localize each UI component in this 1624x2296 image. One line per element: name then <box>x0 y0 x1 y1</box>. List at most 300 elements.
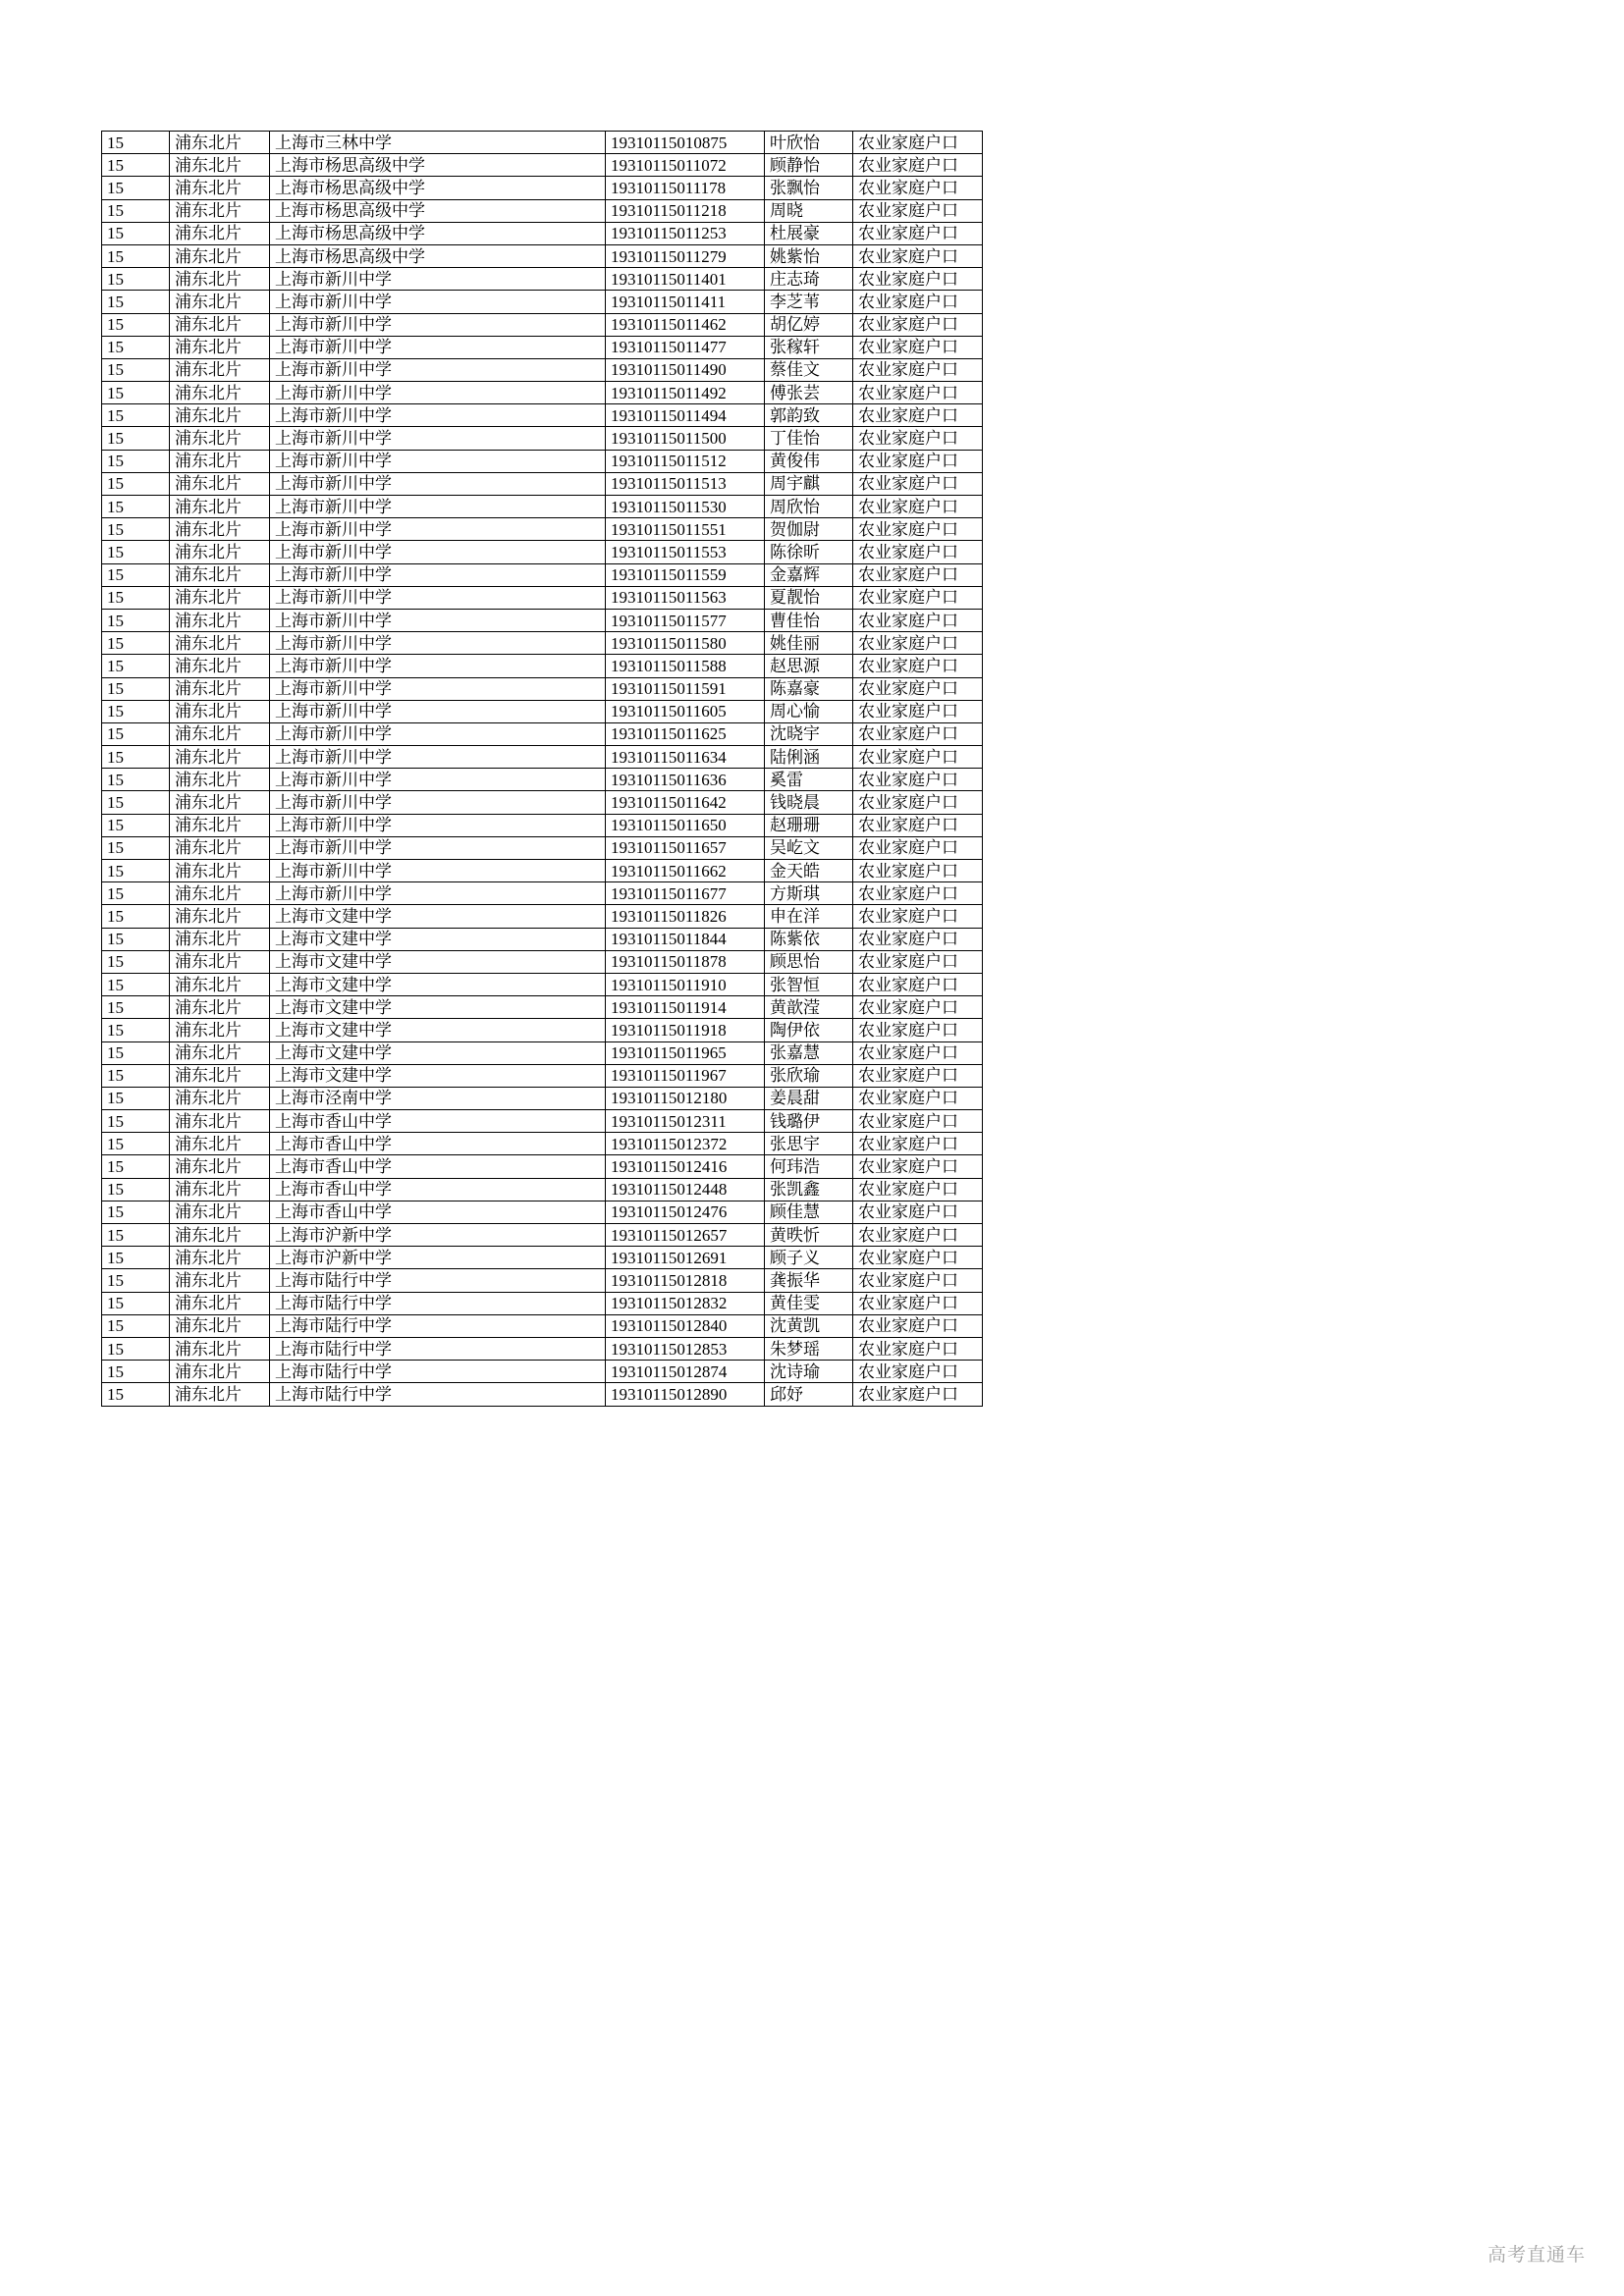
cell-district: 浦东北片 <box>170 1247 270 1269</box>
cell-household: 农业家庭户口 <box>853 404 983 427</box>
cell-exam-id: 19310115012832 <box>606 1292 765 1314</box>
cell-name: 赵思源 <box>765 655 853 677</box>
table-row <box>102 1155 983 1178</box>
cell-name: 蔡佳文 <box>765 358 853 381</box>
table-row <box>102 199 983 222</box>
cell-school: 上海市陆行中学 <box>270 1383 606 1406</box>
cell-name: 叶欣怡 <box>765 132 853 154</box>
cell-district: 浦东北片 <box>170 244 270 267</box>
cell-district: 浦东北片 <box>170 291 270 313</box>
cell-name: 钱晓晨 <box>765 791 853 814</box>
cell-district: 浦东北片 <box>170 655 270 677</box>
table-row <box>102 450 983 472</box>
table-row <box>102 746 983 769</box>
cell-exam-id: 19310115012476 <box>606 1201 765 1223</box>
cell-name: 龚振华 <box>765 1269 853 1292</box>
cell-name: 周宇麒 <box>765 472 853 495</box>
cell-district: 浦东北片 <box>170 1337 270 1360</box>
cell-exam-id: 19310115011072 <box>606 154 765 177</box>
cell-district: 浦东北片 <box>170 222 270 244</box>
table-row <box>102 996 983 1019</box>
cell-code: 15 <box>102 154 170 177</box>
cell-code: 15 <box>102 1155 170 1178</box>
cell-code: 15 <box>102 1041 170 1064</box>
student-table <box>101 131 983 1407</box>
cell-school: 上海市杨思高级中学 <box>270 154 606 177</box>
cell-household: 农业家庭户口 <box>853 769 983 791</box>
table-row <box>102 472 983 495</box>
cell-code: 15 <box>102 222 170 244</box>
table-row <box>102 1019 983 1041</box>
cell-exam-id: 19310115011462 <box>606 313 765 336</box>
cell-school: 上海市文建中学 <box>270 905 606 928</box>
cell-exam-id: 19310115012416 <box>606 1155 765 1178</box>
cell-school: 上海市香山中学 <box>270 1178 606 1201</box>
cell-district: 浦东北片 <box>170 836 270 859</box>
cell-exam-id: 19310115011559 <box>606 563 765 586</box>
cell-household: 农业家庭户口 <box>853 836 983 859</box>
cell-school: 上海市杨思高级中学 <box>270 222 606 244</box>
cell-household: 农业家庭户口 <box>853 1337 983 1360</box>
cell-school: 上海市新川中学 <box>270 655 606 677</box>
cell-district: 浦东北片 <box>170 746 270 769</box>
cell-exam-id: 19310115011642 <box>606 791 765 814</box>
cell-district: 浦东北片 <box>170 472 270 495</box>
cell-district: 浦东北片 <box>170 199 270 222</box>
cell-household: 农业家庭户口 <box>853 700 983 722</box>
cell-household: 农业家庭户口 <box>853 1087 983 1109</box>
cell-exam-id: 19310115012853 <box>606 1337 765 1360</box>
table-row <box>102 313 983 336</box>
cell-name: 顾静怡 <box>765 154 853 177</box>
cell-code: 15 <box>102 404 170 427</box>
cell-name: 周晓 <box>765 199 853 222</box>
cell-school: 上海市杨思高级中学 <box>270 199 606 222</box>
cell-household: 农业家庭户口 <box>853 132 983 154</box>
cell-household: 农业家庭户口 <box>853 1224 983 1247</box>
cell-school: 上海市新川中学 <box>270 882 606 905</box>
cell-code: 15 <box>102 1133 170 1155</box>
cell-code: 15 <box>102 518 170 541</box>
cell-name: 沈晓宇 <box>765 722 853 745</box>
cell-household: 农业家庭户口 <box>853 518 983 541</box>
cell-exam-id: 19310115011253 <box>606 222 765 244</box>
cell-exam-id: 19310115011513 <box>606 472 765 495</box>
cell-code: 15 <box>102 882 170 905</box>
cell-name: 金嘉辉 <box>765 563 853 586</box>
cell-school: 上海市陆行中学 <box>270 1269 606 1292</box>
cell-district: 浦东北片 <box>170 177 270 199</box>
table-row <box>102 154 983 177</box>
cell-district: 浦东北片 <box>170 358 270 381</box>
cell-school: 上海市新川中学 <box>270 700 606 722</box>
cell-name: 丁佳怡 <box>765 427 853 450</box>
cell-exam-id: 19310115012840 <box>606 1314 765 1337</box>
cell-name: 陈紫依 <box>765 928 853 950</box>
cell-household: 农业家庭户口 <box>853 268 983 291</box>
cell-code: 15 <box>102 1087 170 1109</box>
cell-exam-id: 19310115012311 <box>606 1110 765 1133</box>
cell-name: 张欣瑜 <box>765 1064 853 1087</box>
cell-district: 浦东北片 <box>170 1292 270 1314</box>
cell-code: 15 <box>102 496 170 518</box>
cell-code: 15 <box>102 177 170 199</box>
cell-school: 上海市新川中学 <box>270 496 606 518</box>
cell-code: 15 <box>102 700 170 722</box>
cell-household: 农业家庭户口 <box>853 291 983 313</box>
cell-school: 上海市新川中学 <box>270 336 606 358</box>
cell-name: 李芝苇 <box>765 291 853 313</box>
cell-code: 15 <box>102 950 170 973</box>
cell-district: 浦东北片 <box>170 996 270 1019</box>
cell-name: 张嘉慧 <box>765 1041 853 1064</box>
cell-district: 浦东北片 <box>170 1361 270 1383</box>
cell-household: 农业家庭户口 <box>853 1133 983 1155</box>
cell-school: 上海市新川中学 <box>270 313 606 336</box>
cell-household: 农业家庭户口 <box>853 199 983 222</box>
table-row <box>102 1201 983 1223</box>
table-row <box>102 1110 983 1133</box>
cell-exam-id: 19310115011512 <box>606 450 765 472</box>
cell-exam-id: 19310115011677 <box>606 882 765 905</box>
cell-name: 夏靓怡 <box>765 586 853 609</box>
cell-code: 15 <box>102 996 170 1019</box>
cell-household: 农业家庭户口 <box>853 1383 983 1406</box>
cell-school: 上海市杨思高级中学 <box>270 177 606 199</box>
cell-district: 浦东北片 <box>170 268 270 291</box>
table-row <box>102 1247 983 1269</box>
cell-school: 上海市新川中学 <box>270 609 606 631</box>
cell-district: 浦东北片 <box>170 1178 270 1201</box>
cell-school: 上海市新川中学 <box>270 563 606 586</box>
cell-code: 15 <box>102 973 170 995</box>
cell-name: 黄昳忻 <box>765 1224 853 1247</box>
table-row <box>102 1041 983 1064</box>
table-row <box>102 1292 983 1314</box>
cell-name: 张凯鑫 <box>765 1178 853 1201</box>
cell-exam-id: 19310115011588 <box>606 655 765 677</box>
cell-household: 农业家庭户口 <box>853 746 983 769</box>
cell-district: 浦东北片 <box>170 860 270 882</box>
cell-school: 上海市陆行中学 <box>270 1337 606 1360</box>
cell-district: 浦东北片 <box>170 905 270 928</box>
cell-code: 15 <box>102 1110 170 1133</box>
cell-school: 上海市新川中学 <box>270 746 606 769</box>
cell-school: 上海市文建中学 <box>270 1041 606 1064</box>
cell-exam-id: 19310115011591 <box>606 677 765 700</box>
cell-district: 浦东北片 <box>170 882 270 905</box>
table-row <box>102 1361 983 1383</box>
cell-district: 浦东北片 <box>170 1041 270 1064</box>
cell-code: 15 <box>102 1314 170 1337</box>
cell-exam-id: 19310115011662 <box>606 860 765 882</box>
cell-code: 15 <box>102 1064 170 1087</box>
cell-code: 15 <box>102 655 170 677</box>
cell-school: 上海市沪新中学 <box>270 1247 606 1269</box>
cell-code: 15 <box>102 244 170 267</box>
table-row <box>102 677 983 700</box>
cell-household: 农业家庭户口 <box>853 632 983 655</box>
cell-code: 15 <box>102 609 170 631</box>
cell-school: 上海市香山中学 <box>270 1201 606 1223</box>
cell-name: 郭韵致 <box>765 404 853 427</box>
cell-name: 陶伊依 <box>765 1019 853 1041</box>
cell-school: 上海市新川中学 <box>270 860 606 882</box>
cell-household: 农业家庭户口 <box>853 586 983 609</box>
table-row <box>102 563 983 586</box>
cell-district: 浦东北片 <box>170 404 270 427</box>
table-row <box>102 928 983 950</box>
cell-household: 农业家庭户口 <box>853 950 983 973</box>
cell-exam-id: 19310115012657 <box>606 1224 765 1247</box>
cell-exam-id: 19310115012448 <box>606 1178 765 1201</box>
cell-household: 农业家庭户口 <box>853 905 983 928</box>
cell-household: 农业家庭户口 <box>853 655 983 677</box>
cell-name: 朱梦瑶 <box>765 1337 853 1360</box>
cell-name: 陆俐涵 <box>765 746 853 769</box>
cell-exam-id: 19310115011918 <box>606 1019 765 1041</box>
cell-code: 15 <box>102 746 170 769</box>
cell-name: 张稼轩 <box>765 336 853 358</box>
cell-school: 上海市新川中学 <box>270 472 606 495</box>
cell-code: 15 <box>102 1361 170 1383</box>
cell-district: 浦东北片 <box>170 541 270 563</box>
cell-name: 赵珊珊 <box>765 814 853 836</box>
cell-code: 15 <box>102 1178 170 1201</box>
cell-name: 沈黄凯 <box>765 1314 853 1337</box>
cell-exam-id: 19310115011657 <box>606 836 765 859</box>
table-row <box>102 1064 983 1087</box>
table-row <box>102 404 983 427</box>
cell-school: 上海市文建中学 <box>270 1019 606 1041</box>
table-row <box>102 586 983 609</box>
cell-exam-id: 19310115012691 <box>606 1247 765 1269</box>
cell-exam-id: 19310115011563 <box>606 586 765 609</box>
cell-school: 上海市文建中学 <box>270 1064 606 1087</box>
cell-code: 15 <box>102 427 170 450</box>
cell-household: 农业家庭户口 <box>853 928 983 950</box>
cell-code: 15 <box>102 586 170 609</box>
cell-household: 农业家庭户口 <box>853 563 983 586</box>
cell-code: 15 <box>102 814 170 836</box>
cell-code: 15 <box>102 268 170 291</box>
cell-district: 浦东北片 <box>170 563 270 586</box>
cell-household: 农业家庭户口 <box>853 154 983 177</box>
cell-school: 上海市文建中学 <box>270 950 606 973</box>
cell-school: 上海市新川中学 <box>270 814 606 836</box>
cell-district: 浦东北片 <box>170 518 270 541</box>
cell-household: 农业家庭户口 <box>853 496 983 518</box>
cell-household: 农业家庭户口 <box>853 791 983 814</box>
cell-district: 浦东北片 <box>170 700 270 722</box>
table-row <box>102 905 983 928</box>
cell-name: 方斯琪 <box>765 882 853 905</box>
cell-district: 浦东北片 <box>170 496 270 518</box>
cell-district: 浦东北片 <box>170 382 270 404</box>
cell-name: 姜晨甜 <box>765 1087 853 1109</box>
cell-district: 浦东北片 <box>170 973 270 995</box>
table-row <box>102 1087 983 1109</box>
cell-school: 上海市新川中学 <box>270 677 606 700</box>
cell-exam-id: 19310115011492 <box>606 382 765 404</box>
table-row <box>102 1178 983 1201</box>
cell-household: 农业家庭户口 <box>853 1110 983 1133</box>
cell-household: 农业家庭户口 <box>853 609 983 631</box>
table-row <box>102 769 983 791</box>
cell-exam-id: 19310115011965 <box>606 1041 765 1064</box>
cell-name: 申在洋 <box>765 905 853 928</box>
cell-name: 曹佳怡 <box>765 609 853 631</box>
cell-name: 吴屹文 <box>765 836 853 859</box>
table-row <box>102 222 983 244</box>
cell-exam-id: 19310115011218 <box>606 199 765 222</box>
cell-household: 农业家庭户口 <box>853 1247 983 1269</box>
cell-school: 上海市文建中学 <box>270 928 606 950</box>
cell-name: 顾思怡 <box>765 950 853 973</box>
cell-district: 浦东北片 <box>170 769 270 791</box>
table-row <box>102 541 983 563</box>
table-row <box>102 268 983 291</box>
cell-name: 奚雷 <box>765 769 853 791</box>
cell-household: 农业家庭户口 <box>853 1155 983 1178</box>
cell-district: 浦东北片 <box>170 928 270 950</box>
cell-name: 金天皓 <box>765 860 853 882</box>
cell-school: 上海市新川中学 <box>270 632 606 655</box>
cell-school: 上海市陆行中学 <box>270 1361 606 1383</box>
cell-district: 浦东北片 <box>170 450 270 472</box>
cell-exam-id: 19310115011553 <box>606 541 765 563</box>
cell-school: 上海市新川中学 <box>270 518 606 541</box>
cell-household: 农业家庭户口 <box>853 222 983 244</box>
cell-household: 农业家庭户口 <box>853 1064 983 1087</box>
cell-school: 上海市新川中学 <box>270 541 606 563</box>
cell-school: 上海市新川中学 <box>270 791 606 814</box>
cell-school: 上海市香山中学 <box>270 1155 606 1178</box>
cell-district: 浦东北片 <box>170 791 270 814</box>
cell-code: 15 <box>102 313 170 336</box>
cell-code: 15 <box>102 632 170 655</box>
cell-exam-id: 19310115011551 <box>606 518 765 541</box>
table-row <box>102 950 983 973</box>
cell-household: 农业家庭户口 <box>853 1269 983 1292</box>
cell-household: 农业家庭户口 <box>853 1314 983 1337</box>
table-row <box>102 132 983 154</box>
cell-household: 农业家庭户口 <box>853 996 983 1019</box>
cell-code: 15 <box>102 905 170 928</box>
cell-household: 农业家庭户口 <box>853 358 983 381</box>
cell-code: 15 <box>102 769 170 791</box>
cell-school: 上海市新川中学 <box>270 404 606 427</box>
cell-name: 邱妤 <box>765 1383 853 1406</box>
table-row <box>102 791 983 814</box>
table-row <box>102 973 983 995</box>
cell-district: 浦东北片 <box>170 313 270 336</box>
cell-school: 上海市新川中学 <box>270 586 606 609</box>
cell-school: 上海市香山中学 <box>270 1110 606 1133</box>
cell-school: 上海市香山中学 <box>270 1133 606 1155</box>
cell-school: 上海市新川中学 <box>270 836 606 859</box>
cell-code: 15 <box>102 336 170 358</box>
cell-household: 农业家庭户口 <box>853 472 983 495</box>
table-row <box>102 427 983 450</box>
cell-district: 浦东北片 <box>170 1383 270 1406</box>
cell-district: 浦东北片 <box>170 427 270 450</box>
table-row <box>102 836 983 859</box>
cell-code: 15 <box>102 472 170 495</box>
table-row <box>102 358 983 381</box>
cell-district: 浦东北片 <box>170 336 270 358</box>
cell-household: 农业家庭户口 <box>853 1292 983 1314</box>
cell-name: 钱璐伊 <box>765 1110 853 1133</box>
cell-household: 农业家庭户口 <box>853 1361 983 1383</box>
cell-district: 浦东北片 <box>170 609 270 631</box>
cell-school: 上海市新川中学 <box>270 450 606 472</box>
cell-district: 浦东北片 <box>170 1155 270 1178</box>
cell-code: 15 <box>102 928 170 950</box>
cell-household: 农业家庭户口 <box>853 177 983 199</box>
cell-exam-id: 19310115011878 <box>606 950 765 973</box>
cell-district: 浦东北片 <box>170 1314 270 1337</box>
cell-district: 浦东北片 <box>170 814 270 836</box>
cell-exam-id: 19310115011279 <box>606 244 765 267</box>
cell-household: 农业家庭户口 <box>853 427 983 450</box>
cell-school: 上海市陆行中学 <box>270 1292 606 1314</box>
cell-school: 上海市文建中学 <box>270 996 606 1019</box>
cell-code: 15 <box>102 563 170 586</box>
table-row <box>102 291 983 313</box>
table-row <box>102 722 983 745</box>
cell-exam-id: 19310115011490 <box>606 358 765 381</box>
cell-code: 15 <box>102 358 170 381</box>
cell-household: 农业家庭户口 <box>853 1178 983 1201</box>
cell-name: 陈徐昕 <box>765 541 853 563</box>
cell-exam-id: 19310115012180 <box>606 1087 765 1109</box>
cell-code: 15 <box>102 1269 170 1292</box>
cell-school: 上海市陆行中学 <box>270 1314 606 1337</box>
cell-school: 上海市新川中学 <box>270 268 606 291</box>
cell-exam-id: 19310115011477 <box>606 336 765 358</box>
cell-school: 上海市新川中学 <box>270 722 606 745</box>
table-row <box>102 632 983 655</box>
cell-code: 15 <box>102 1292 170 1314</box>
cell-district: 浦东北片 <box>170 132 270 154</box>
cell-code: 15 <box>102 1383 170 1406</box>
cell-school: 上海市新川中学 <box>270 382 606 404</box>
cell-household: 农业家庭户口 <box>853 677 983 700</box>
cell-name: 张智恒 <box>765 973 853 995</box>
cell-name: 杜展豪 <box>765 222 853 244</box>
cell-name: 黄佳雯 <box>765 1292 853 1314</box>
cell-exam-id: 19310115012818 <box>606 1269 765 1292</box>
cell-exam-id: 19310115011530 <box>606 496 765 518</box>
cell-name: 黄俊伟 <box>765 450 853 472</box>
table-row <box>102 336 983 358</box>
cell-name: 黄歆滢 <box>765 996 853 1019</box>
cell-exam-id: 19310115012372 <box>606 1133 765 1155</box>
cell-exam-id: 19310115012890 <box>606 1383 765 1406</box>
cell-household: 农业家庭户口 <box>853 313 983 336</box>
cell-district: 浦东北片 <box>170 1224 270 1247</box>
cell-household: 农业家庭户口 <box>853 722 983 745</box>
cell-name: 周心愉 <box>765 700 853 722</box>
cell-school: 上海市三林中学 <box>270 132 606 154</box>
cell-name: 何玮浩 <box>765 1155 853 1178</box>
cell-code: 15 <box>102 1019 170 1041</box>
cell-exam-id: 19310115011605 <box>606 700 765 722</box>
cell-household: 农业家庭户口 <box>853 336 983 358</box>
cell-name: 张思宇 <box>765 1133 853 1155</box>
cell-district: 浦东北片 <box>170 1269 270 1292</box>
